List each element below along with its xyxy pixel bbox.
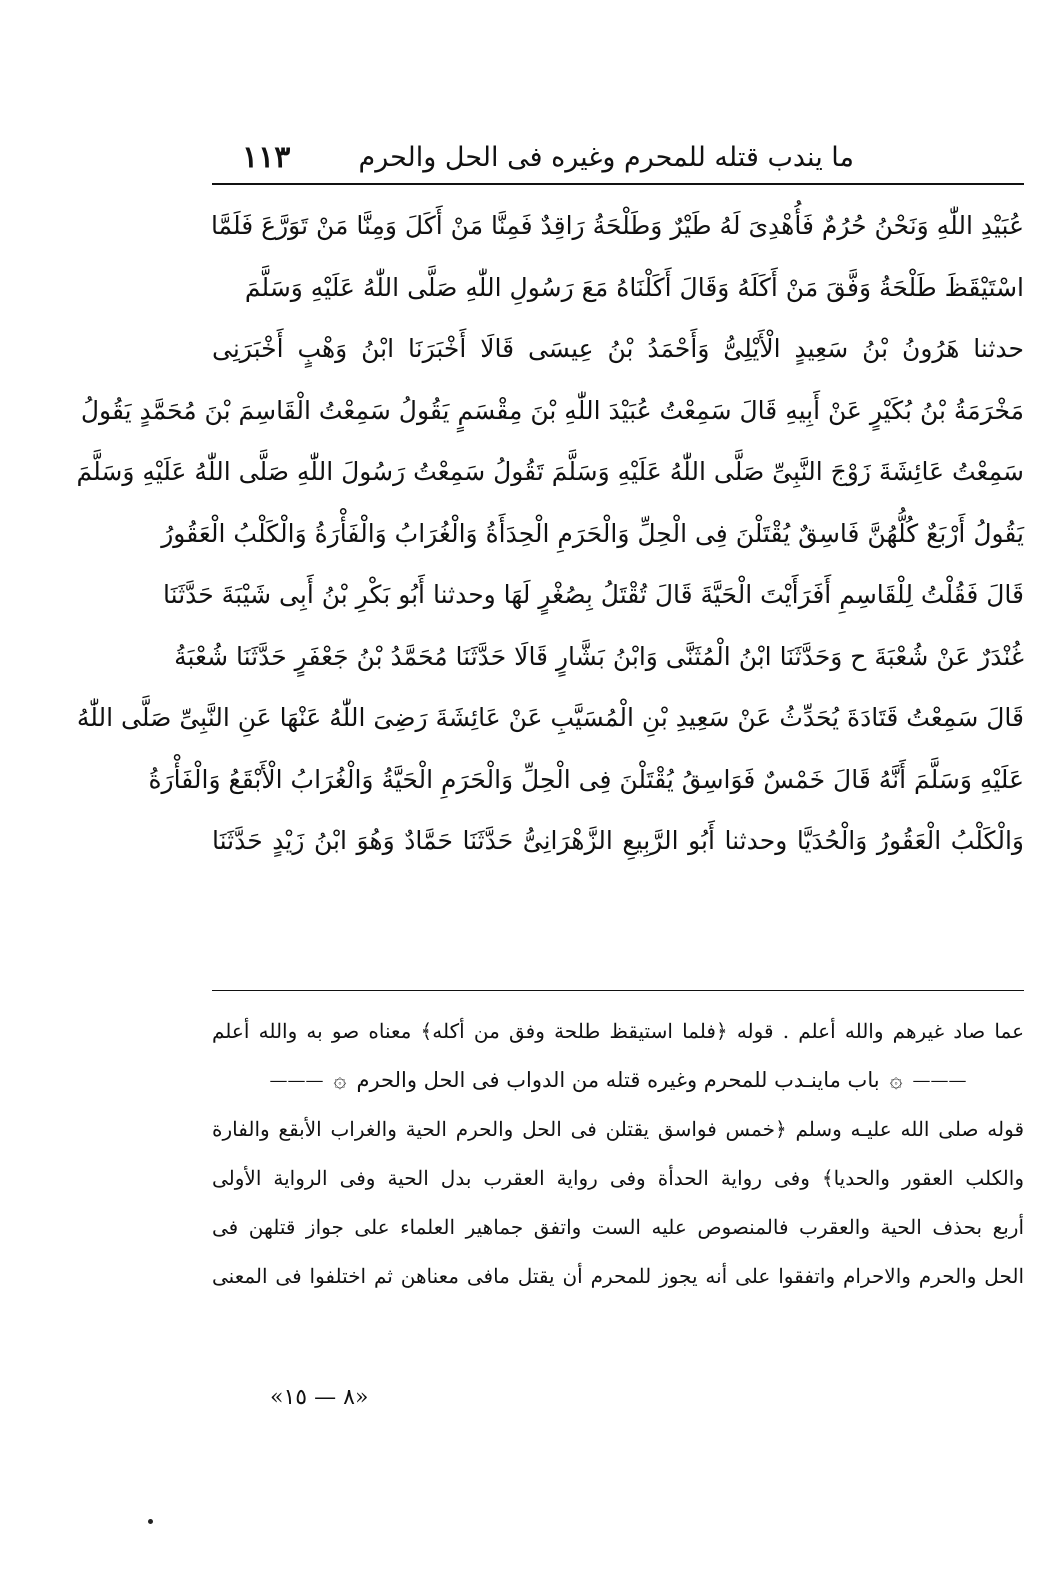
commentary <box>212 1007 1024 1301</box>
text-line: حدثنا هَرُونُ بْنُ سَعِيدٍ الْأَيْلِىُّ وَأَحْمَدُ بْنُ عِيسَى قَالَا أَخْبَرَنَا ابْنُ وَهْبٍ أَخْبَرَنِى <box>212 334 1024 363</box>
commentary-line: عما صاد غيرهم والله أعلم . قوله ﴿فلما استيقظ طلحة وفق من أكله﴾ معناه صو به والله أعلم <box>212 1019 1024 1043</box>
ornament-icon: ۞ <box>333 1068 347 1093</box>
header-rule <box>212 183 1024 185</box>
text-line: يَقُولُ أَرْبَعٌ كُلُّهُنَّ فَاسِقٌ يُقْتَلْنَ فِى الْحِلِّ وَالْحَرَمِ الْحِدَأَةُ وَالْغُرَابُ وَالْفَأْرَةُ وَالْكَلْبُ الْعَقُورُ <box>161 518 1024 548</box>
heading-rule-left: ——— <box>269 1070 324 1091</box>
commentary-rule <box>212 990 1024 991</box>
commentary-line: قوله صلى الله عليـه وسلم ﴿خمس فواسق يقتلن فى الحل والحرم الحية والغراب الأبقع والفارة <box>212 1117 1024 1141</box>
chapter-title: باب ماينـدب للمحرم وغيره قتله من الدواب فى الحل والحرم <box>356 1068 880 1092</box>
text-line: قَالَ سَمِعْتُ قَتَادَةَ يُحَدِّثُ عَنْ سَعِيدِ بْنِ الْمُسَيَّبِ عَنْ عَائِشَةَ رَضِىَ اللّٰهُ عَنْهَا عَنِ النَّبِىِّ صَلَّى اللّٰهُ <box>76 703 1024 732</box>
text-line: عَلَيْهِ وَسَلَّمَ أَنَّهُ قَالَ خَمْسٌ فَوَاسِقُ يُقْتَلْنَ فِى الْحِلِّ وَالْحَرَمِ الْحَيَّةُ وَالْغُرَابُ الْأَبْقَعُ وَالْفَأْرَةُ <box>148 764 1024 794</box>
commentary-line: الحل والحرم والاحرام واتفقوا على أنه يجوز للمحرم أن يقتل مافى معناهن ثم اختلفوا فى المعنى <box>212 1264 1024 1288</box>
ink-speck <box>148 1519 153 1524</box>
heading-rule-right: ——— <box>912 1070 967 1091</box>
ornament-icon: ۞ <box>889 1068 903 1093</box>
page-number: ١١٣ <box>242 140 291 175</box>
text-line: غُنْدَرٌ عَنْ شُعْبَةَ ح وَحَدَّثَنَا ابْنُ الْمُثَنَّى وَابْنُ بَشَّارٍ قَالَا حَدَّثَنَا مُحَمَّدُ بْنُ جَعْفَرٍ حَدَّثَنَا شُعْبَةُ <box>174 641 1024 671</box>
text-line: قَالَ فَقُلْتُ لِلْقَاسِمِ أَفَرَأَيْتَ الْحَيَّةَ قَالَ تُقْتَلُ بِصُغْرٍ لَهَا وحدثنا أَبُو بَكْرِ بْنُ أَبِى شَيْبَةَ حَدَّثَنَا <box>163 580 1024 609</box>
running-title: ما يندب قتله للمحرم وغيره فى الحل والحرم <box>358 142 854 173</box>
text-line: مَخْرَمَةُ بْنُ بُكَيْرٍ عَنْ أَبِيهِ قَالَ سَمِعْتُ عُبَيْدَ اللّٰهِ بْنَ مِقْسَمٍ يَقُولُ سَمِعْتُ الْقَاسِمَ بْنَ مُحَمَّدٍ يَقُولُ <box>80 395 1024 425</box>
printer-signature: «٨ — ١٥» <box>270 1385 369 1410</box>
text-line: سَمِعْتُ عَائِشَةَ زَوْجَ النَّبِىِّ صَلَّى اللّٰهُ عَلَيْهِ وَسَلَّمَ تَقُولُ سَمِعْتُ رَسُولَ اللّٰهِ صَلَّى اللّٰهُ عَلَيْهِ وَسَلَّمَ <box>76 457 1024 486</box>
text-line: عُبَيْدِ اللّٰهِ وَنَحْنُ حُرُمٌ فَأُهْدِىَ لَهُ طَيْرٌ وَطَلْحَةُ رَاقِدٌ فَمِنَّا مَنْ أَكَلَ وَمِنَّا مَنْ تَوَرَّعَ فَلَمَّا <box>210 211 1024 240</box>
commentary-line: أربع بحذف الحية والعقرب فالمنصوص عليه الست واتفق جماهير العلماء على جواز قتلهن فى <box>212 1215 1024 1239</box>
text-line: اسْتَيْقَظَ طَلْحَةُ وَفَّقَ مَنْ أَكَلَهُ وَقَالَ أَكَلْنَاهُ مَعَ رَسُولِ اللّٰهِ صَلَّى اللّٰهُ عَلَيْهِ وَسَلَّمَ <box>244 272 1024 302</box>
hadith-text <box>76 195 1024 872</box>
chapter-heading <box>212 1056 1024 1105</box>
page-header <box>212 138 1024 180</box>
commentary-line: والكلب العقور والحديا﴾ وفى رواية الحدأة وفى رواية العقرب بدل الحية وفى الرواية الأولى <box>212 1166 1024 1190</box>
text-line: وَالْكَلْبُ الْعَقُورُ وَالْحُدَيَّا وحدثنا أَبُو الرَّبِيعِ الزَّهْرَانِىُّ حَدَّثَنَا حَمَّادٌ وَهُوَ ابْنُ زَيْدٍ حَدَّثَنَا <box>212 826 1024 855</box>
